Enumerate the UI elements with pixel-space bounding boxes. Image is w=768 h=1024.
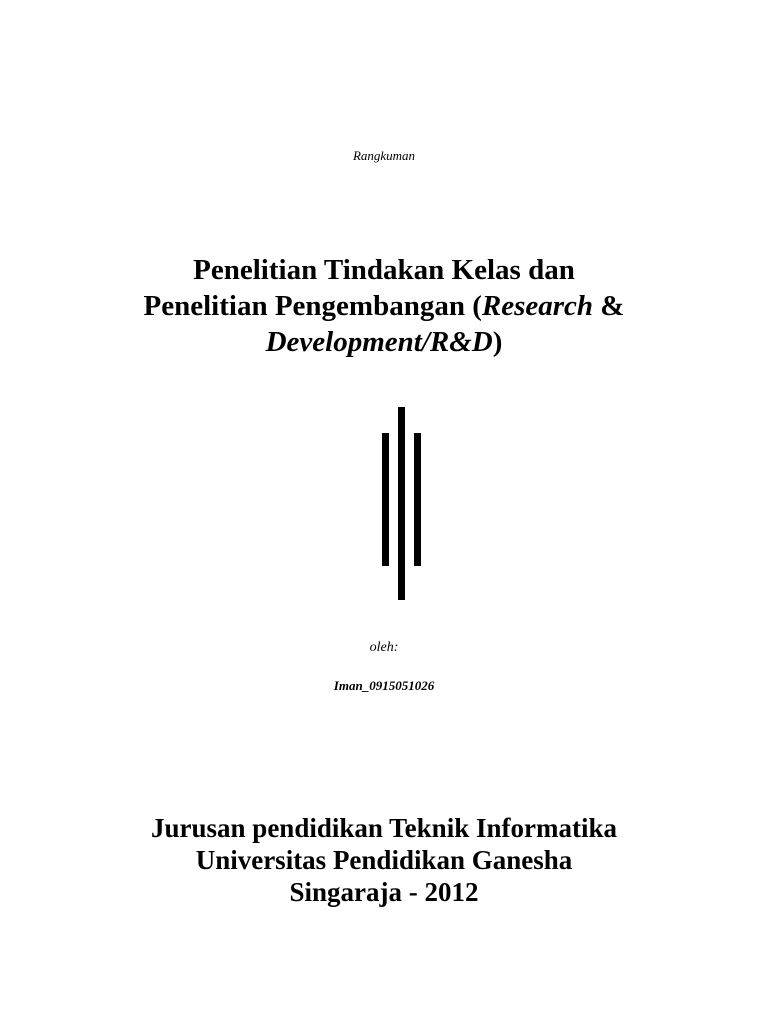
by-label: oleh: (369, 640, 399, 655)
title-line-2 (0, 288, 768, 324)
institution-block (0, 812, 768, 908)
logo-bar-left (382, 433, 389, 566)
logo-bar-right (414, 433, 421, 566)
department-name: Jurusan pendidikan Teknik Informatika (151, 813, 617, 843)
title-line-2-plain: Penelitian Pengembangan ( (143, 290, 482, 322)
title-line-2-tail: & (593, 290, 625, 322)
title-line-3-tail: ) (492, 326, 503, 358)
place-year: Singaraja - 2012 (289, 877, 479, 907)
title-line-2-italic: Research (481, 290, 594, 322)
document-title (0, 252, 768, 360)
document-type-label: Rangkuman (352, 148, 416, 163)
logo-bar-center (398, 407, 405, 600)
title-line-3-italic: Development/R&D (265, 326, 493, 358)
university-name: Universitas Pendidikan Ganesha (195, 845, 573, 875)
author-name: Iman_0915051026 (333, 678, 435, 693)
title-line-3 (0, 324, 768, 360)
title-line-1: Penelitian Tindakan Kelas dan (193, 254, 575, 286)
